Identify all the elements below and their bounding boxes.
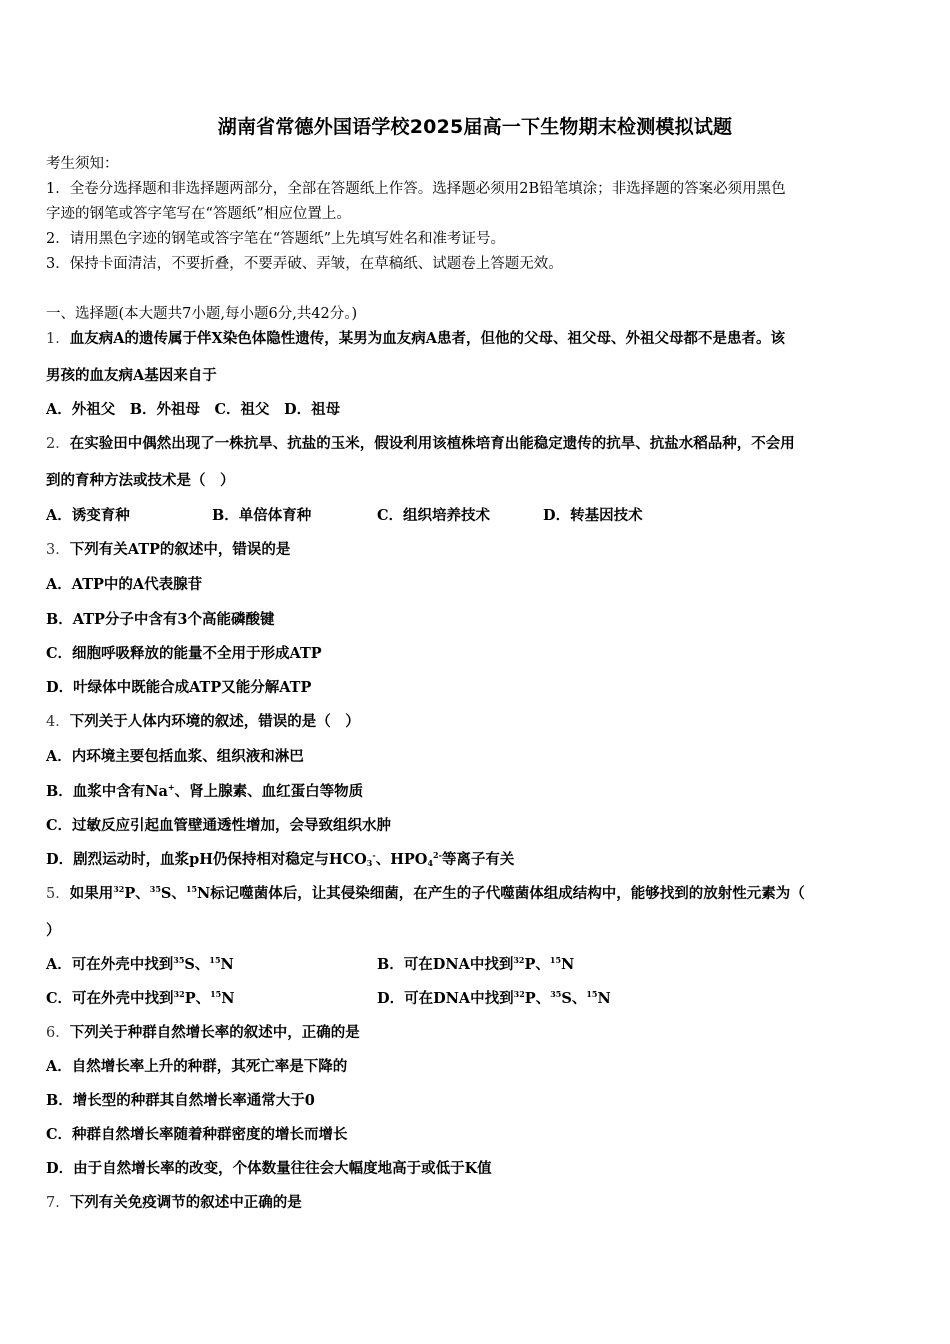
question-text: 下列关于种群自然增长率的叙述中，正确的是	[69, 1024, 360, 1041]
option-d: D．可在DNA中找到$^{32}$P、$^{35}$S、$^{15}$N	[377, 989, 611, 1007]
notice-item: 2．请用黑色字迹的钢笔或答字笔在“答题纸”上先填写姓名和准考证号。	[46, 231, 506, 247]
notice-item: 3．保持卡面清洁，不要折叠，不要弄破、弄皱，在草稿纸、试题卷上答题无效。	[46, 256, 563, 272]
option-c: C．组织培养技术	[377, 507, 491, 524]
notice-item: 字迹的钢笔或答字笔写在“答题纸”相应位置上。	[46, 206, 351, 222]
question-text: 如果用$^{32}$P、$^{35}$S、$^{15}$N标记噬菌体后，让其侵染细菌，在产生的子代噬菌体组成结构中，能够找到的放射性元素为（	[69, 884, 805, 902]
question-number: 6．	[46, 1025, 70, 1041]
option-c: C．种群自然增长率随着种群密度的增长而增长	[46, 1126, 348, 1143]
option-c: C．可在外壳中找到$^{32}$P、$^{15}$N	[46, 989, 235, 1007]
question-text: 在实验田中偶然出现了一株抗旱、抗盐的玉米，假设利用该植株培育出能稳定遗传的抗旱、抗盐水稻品种，不会用	[69, 435, 795, 452]
option-a: A．诱变育种	[46, 507, 130, 524]
notice-item: 1．全卷分选择题和非选择题两部分，全部在答题纸上作答。选择题必须用2B铅笔填涂；非选择题的答案必须用黑色	[46, 181, 786, 197]
question-number: 3．	[46, 542, 70, 558]
question-number: 4．	[46, 714, 70, 730]
question-text-cont: ）	[46, 922, 61, 939]
question-7	[46, 1191, 302, 1212]
option-d: D．转基因技术	[543, 507, 643, 524]
question-number: 5．	[46, 886, 70, 902]
option-a: A．可在外壳中找到$^{35}$S、$^{15}$N	[46, 955, 234, 973]
option-b: B．可在DNA中找到$^{32}$P、$^{15}$N	[377, 955, 575, 973]
question-2	[46, 432, 795, 453]
option-c: C．过敏反应引起血管壁通透性增加，会导致组织水肿	[46, 817, 392, 834]
question-text: 下列关于人体内环境的叙述，错误的是（ ）	[69, 713, 360, 730]
option-a: A．自然增长率上升的种群，其死亡率是下降的	[46, 1058, 348, 1075]
option-d: D．叶绿体中既能合成ATP又能分解ATP	[46, 679, 312, 696]
page-title: 湖南省常德外国语学校2025届高一下生物期末检测模拟试题	[217, 116, 733, 138]
question-number: 7．	[46, 1195, 70, 1211]
option-b: B．ATP分子中含有3个高能磷酸键	[46, 611, 275, 628]
option-d: D．由于自然增长率的改变，个体数量往往会大幅度地高于或低于K值	[46, 1160, 492, 1177]
option-d: D．剧烈运动时，血浆pH仍保持相对稳定与$HCO_3^-$、$HPO_4^{2-}$等离子有关	[46, 850, 515, 868]
question-text: 血友病A的遗传属于伴X染色体隐性遗传，某男为血友病A患者，但他的父母、祖父母、外祖父母都不是患者。该	[69, 330, 785, 347]
question-number: 2．	[46, 436, 70, 452]
option-a: A．ATP中的A代表腺苷	[46, 576, 203, 593]
notice-heading: 考生须知：	[46, 156, 119, 172]
option-a: A．内环境主要包括血浆、组织液和淋巴	[46, 748, 304, 765]
question-3	[46, 538, 290, 559]
question-text: 下列有关ATP的叙述中，错误的是	[69, 541, 291, 558]
question-6	[46, 1021, 360, 1042]
question-text: 下列有关免疫调节的叙述中正确的是	[69, 1194, 302, 1211]
option-b: B．血浆中含有Na+、肾上腺素、血红蛋白等物质	[46, 782, 364, 800]
section-heading: 一、选择题(本大题共7小题,每小题6分,共42分。)	[46, 306, 358, 322]
option-c: C．细胞呼吸释放的能量不全用于形成ATP	[46, 645, 322, 662]
question-options: A．外祖父 B．外祖母 C．祖父 D．祖母	[46, 401, 341, 418]
question-1	[46, 327, 785, 348]
question-text-cont: 到的育种方法或技术是（ ）	[46, 472, 235, 489]
question-number: 1．	[46, 331, 70, 347]
option-b: B．增长型的种群其自然增长率通常大于0	[46, 1092, 315, 1109]
question-5	[46, 882, 805, 903]
option-b: B．单倍体育种	[212, 507, 312, 524]
question-text-cont: 男孩的血友病A基因来自于	[46, 367, 217, 384]
question-4	[46, 710, 360, 731]
